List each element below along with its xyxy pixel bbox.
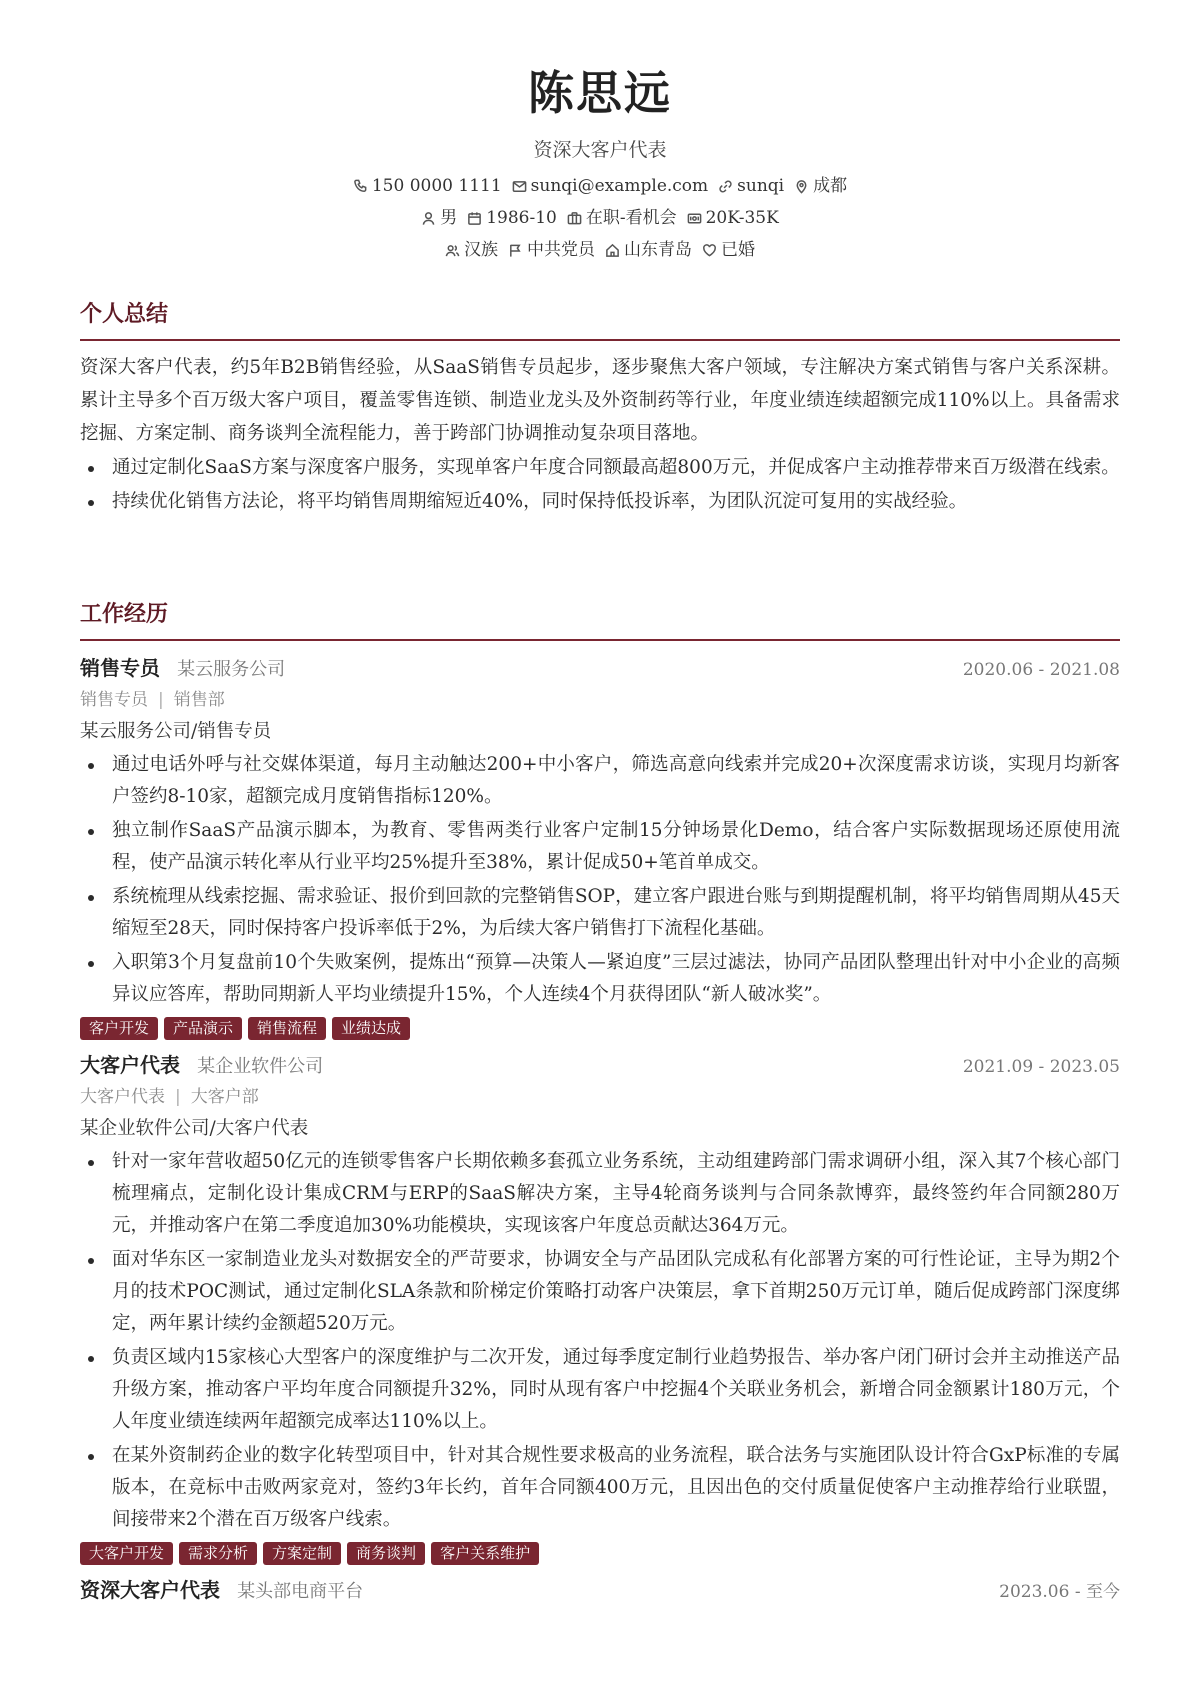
status-text: 在职-看机会 bbox=[585, 208, 677, 228]
personal-row bbox=[0, 236, 1200, 264]
phone-item[interactable] bbox=[353, 172, 502, 200]
list-item: 面对华东区一家制造业龙头对数据安全的严苛要求，协调安全与产品团队完成私有化部署方案的可行性论证，主导为期2个月的技术POC测试，通过定制化SLA条款和阶梯定价策略打动客户决策层，拿下首期250万元订单，随后促成跨部门深度绑定，两年累计续约金额超520万元。 bbox=[80, 1244, 1120, 1340]
job-header bbox=[80, 1050, 1120, 1082]
skill-tag: 业绩达成 bbox=[332, 1017, 410, 1040]
salary-item bbox=[687, 204, 779, 232]
basics-row bbox=[0, 204, 1200, 232]
skill-tag: 方案定制 bbox=[263, 1542, 341, 1565]
job-date: 2021.09 - 2023.05 bbox=[962, 1057, 1120, 1077]
skill-tag: 客户关系维护 bbox=[431, 1542, 539, 1565]
flag-icon bbox=[508, 243, 523, 258]
job-role: 大客户代表 bbox=[80, 1053, 180, 1077]
status-item bbox=[567, 204, 677, 232]
email-text: sunqi@example.com bbox=[530, 176, 709, 196]
summary-divider bbox=[80, 339, 1120, 341]
resume-header bbox=[0, 0, 1200, 264]
gender-text: 男 bbox=[440, 208, 458, 228]
job-date: 2020.06 - 2021.08 bbox=[962, 660, 1120, 680]
job-role: 销售专员 bbox=[80, 656, 160, 680]
job-org-line: 某云服务公司/销售专员 bbox=[80, 721, 272, 742]
summary-bullets bbox=[80, 452, 1120, 518]
summary-text: 资深大客户代表，约5年B2B销售经验，从SaaS销售专员起步，逐步聚焦大客户领域，专注解决方案式销售与客户关系深耕。累计主导多个百万级大客户项目，覆盖零售连锁、制造业龙头及外资制药等行业，年度业绩连续超额完成110%以上。具备需求挖掘、方案定制、商务谈判全流程能力，善于跨部门协调推动复杂项目落地。 bbox=[80, 357, 1120, 444]
job-company: 某企业软件公司 bbox=[197, 1056, 324, 1077]
ethnicity-item bbox=[445, 236, 498, 264]
experience-heading: 工作经历 bbox=[80, 601, 169, 627]
contact-row bbox=[0, 172, 1200, 200]
job-header bbox=[80, 653, 1120, 685]
email-item[interactable] bbox=[512, 172, 709, 200]
job-company: 某头部电商平台 bbox=[237, 1581, 364, 1602]
list-item: 在某外资制药企业的数字化转型项目中，针对其合规性要求极高的业务流程，联合法务与实施团队设计符合GxP标准的专属版本，在竞标中击败两家竞对，签约3年长约，首年合同额400万元，且因出色的交付质量促使客户主动推荐给行业联盟，间接带来2个潜在百万级客户线索。 bbox=[80, 1440, 1120, 1536]
job-subtitle bbox=[80, 1082, 1120, 1112]
job-bullets bbox=[80, 1146, 1120, 1536]
job-bullets bbox=[80, 749, 1120, 1011]
job-entry bbox=[80, 653, 1120, 1040]
calendar-icon bbox=[467, 211, 482, 226]
job-entry bbox=[80, 1575, 1120, 1607]
location-item bbox=[794, 172, 847, 200]
wechat-text: sunqi bbox=[737, 176, 785, 196]
birth-item bbox=[467, 204, 557, 232]
marital-text: 已婚 bbox=[721, 240, 755, 260]
phone-icon bbox=[353, 179, 368, 194]
salary-text: 20K-35K bbox=[705, 208, 779, 228]
job-subtitle bbox=[80, 685, 1120, 715]
skill-tag: 客户开发 bbox=[80, 1017, 158, 1040]
job-position: 销售专员 bbox=[80, 690, 148, 710]
mail-icon bbox=[512, 179, 527, 194]
list-item: 持续优化销售方法论，将平均销售周期缩短近40%，同时保持低投诉率，为团队沉淀可复用的实战经验。 bbox=[80, 486, 1120, 518]
skill-tag: 大客户开发 bbox=[80, 1542, 173, 1565]
separator: | bbox=[175, 1087, 181, 1107]
job-header bbox=[80, 1575, 1120, 1607]
list-item: 独立制作SaaS产品演示脚本，为教育、零售两类行业客户定制15分钟场景化Demo，结合客户实际数据现场还原使用流程，使产品演示转化率从行业平均25%提升至38%，累计促成50+笔首单成交。 bbox=[80, 815, 1120, 879]
marital-item bbox=[702, 236, 755, 264]
hometown-text: 山东青岛 bbox=[624, 240, 692, 260]
heart-icon bbox=[702, 243, 717, 258]
job-tags bbox=[80, 1542, 1120, 1565]
job-date: 2023.06 - 至今 bbox=[999, 1582, 1120, 1602]
list-item: 通过电话外呼与社交媒体渠道，每月主动触达200+中小客户，筛选高意向线索并完成20+次深度需求访谈，实现月均新客户签约8-10家，超额完成月度销售指标120%。 bbox=[80, 749, 1120, 813]
list-item: 入职第3个月复盘前10个失败案例，提炼出“预算—决策人—紧迫度”三层过滤法，协同产品团队整理出针对中小企业的高频异议应答库，帮助同期新人平均业绩提升15%，个人连续4个月获得团队“新人破冰奖”。 bbox=[80, 947, 1120, 1011]
ethnicity-text: 汉族 bbox=[464, 240, 498, 260]
separator: | bbox=[158, 690, 164, 710]
list-item: 系统梳理从线索挖掘、需求验证、报价到回款的完整销售SOP，建立客户跟进台账与到期提醒机制，将平均销售周期从45天缩短至28天，同时保持客户投诉率低于2%，为后续大客户销售打下流程化基础。 bbox=[80, 881, 1120, 945]
summary-section bbox=[80, 297, 1120, 520]
candidate-title: 资深大客户代表 bbox=[533, 139, 667, 161]
list-item: 通过定制化SaaS方案与深度客户服务，实现单客户年度合同额最高超800万元，并促成客户主动推荐带来百万级潜在线索。 bbox=[80, 452, 1120, 484]
candidate-name: 陈思远 bbox=[528, 66, 672, 120]
job-tags bbox=[80, 1017, 1120, 1040]
location-pin-icon bbox=[794, 179, 809, 194]
job-department: 销售部 bbox=[173, 690, 225, 710]
job-org-line: 某企业软件公司/大客户代表 bbox=[80, 1118, 309, 1139]
experience-divider bbox=[80, 639, 1120, 641]
phone-text: 150 0000 1111 bbox=[371, 176, 502, 196]
link-icon bbox=[718, 179, 733, 194]
gender-item bbox=[421, 204, 457, 232]
users-icon bbox=[445, 243, 460, 258]
job-department: 大客户部 bbox=[190, 1087, 259, 1107]
birth-text: 1986-10 bbox=[486, 208, 557, 228]
politics-item bbox=[508, 236, 595, 264]
home-icon bbox=[605, 243, 620, 258]
user-icon bbox=[421, 211, 436, 226]
job-entry bbox=[80, 1050, 1120, 1565]
experience-section bbox=[80, 597, 1120, 1607]
skill-tag: 销售流程 bbox=[248, 1017, 326, 1040]
money-icon bbox=[687, 211, 702, 226]
job-position: 大客户代表 bbox=[80, 1087, 165, 1107]
skill-tag: 需求分析 bbox=[179, 1542, 257, 1565]
skill-tag: 产品演示 bbox=[164, 1017, 242, 1040]
briefcase-icon bbox=[567, 211, 582, 226]
list-item: 负责区域内15家核心大型客户的深度维护与二次开发，通过每季度定制行业趋势报告、举办客户闭门研讨会并主动推送产品升级方案，推动客户平均年度合同额提升32%，同时从现有客户中挖掘4个关联业务机会，新增合同金额累计180万元，个人年度业绩连续两年超额完成率达110%以上。 bbox=[80, 1342, 1120, 1438]
location-text: 成都 bbox=[813, 176, 848, 196]
politics-text: 中共党员 bbox=[527, 240, 595, 260]
job-company: 某云服务公司 bbox=[177, 659, 286, 680]
summary-heading: 个人总结 bbox=[80, 301, 169, 327]
job-role: 资深大客户代表 bbox=[80, 1578, 220, 1602]
list-item: 针对一家年营收超50亿元的连锁零售客户长期依赖多套孤立业务系统，主动组建跨部门需求调研小组，深入其7个核心部门梳理痛点，定制化设计集成CRM与ERP的SaaS解决方案，主导4轮商务谈判与合同条款博弈，最终签约年合同额280万元，并推动客户在第二季度追加30%功能模块，实现该客户年度总贡献达364万元。 bbox=[80, 1146, 1120, 1242]
hometown-item bbox=[605, 236, 692, 264]
skill-tag: 商务谈判 bbox=[347, 1542, 425, 1565]
wechat-item[interactable] bbox=[718, 172, 784, 200]
